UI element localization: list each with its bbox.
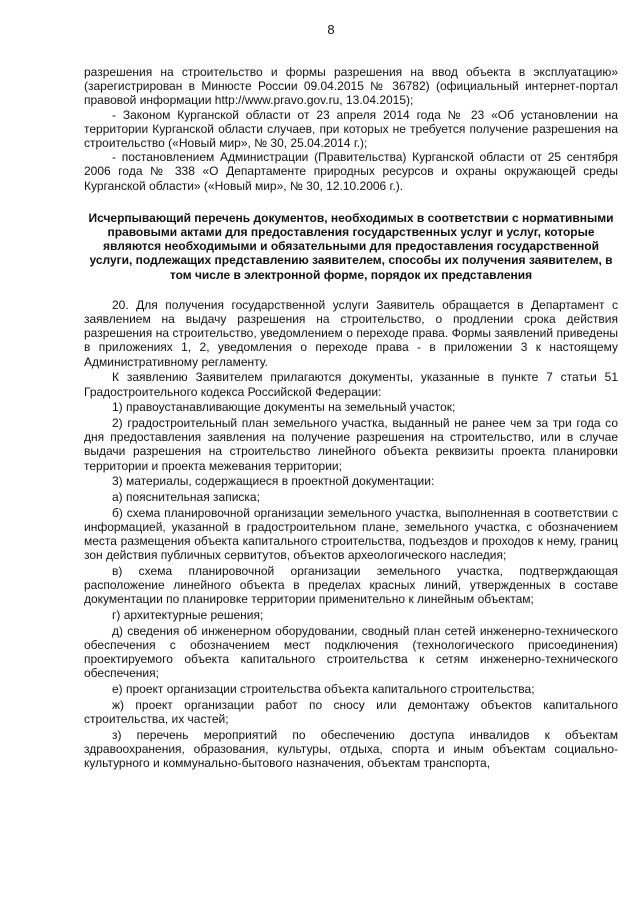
intro-section — [84, 65, 618, 193]
page-number: 8 — [327, 22, 335, 37]
body-paragraph: 2) градостроительный план земельного участка, выданный не ранее чем за три года со дня предоставления заявления на получение разрешения на строительство, или в случае выдачи разрешения на строительство линейного объекта реквизиты проекта планировки территории и проекта межевания территории; — [84, 415, 618, 473]
intro-paragraph: - Законом Курганской области от 23 апреля 2014 года № 23 «Об установлении на территории Курганской области случаев, при которых не требуется получение разрешения на строительство («Новый мир», № 30, 25.04.2014 г.); — [84, 107, 618, 151]
body-paragraph: а) пояснительная записка; — [112, 489, 260, 504]
body-section — [84, 298, 618, 771]
body-paragraph: в) схема планировочной организации земельного участка, подтверждающая расположение линейного объекта в пределах красных линий, утвержденных в составе документации по планировке территории применительно к линейным объектам; — [84, 564, 618, 607]
body-paragraph: 1) правоустанавливающие документы на земельный участок; — [112, 400, 456, 415]
body-paragraph: б) схема планировочной организации земельного участка, выполненная в соответствии с информацией, указанной в градостроительном плане, земельного участка, с обозначением места размещения объекта капитального строительства, подъездов и проходов к нему, границ зон действия публичных сервитутов, объектов археологического наследия; — [84, 505, 618, 563]
body-paragraph: д) сведения об инженерном оборудовании, сводный план сетей инженерно-технического обеспечения с обозначением мест подключения (технологического присоединения) проектируемого объекта капитального строительства к сетям инженерно-технического обеспечения; — [84, 623, 618, 681]
body-paragraph: 3) материалы, содержащиеся в проектной документации: — [112, 474, 435, 489]
section-heading-text: Исчерпывающий перечень документов, необходимых в соответствии с нормативными правовыми актами для предоставления государственных услуг и услуг, которые являются необходимыми и обязательными для предоставления государственной услуги, подлежащих представлению заявителем, способы их получения заявителем, в том числе в электронной форме, порядок их представления — [88, 210, 614, 282]
body-paragraph: 20. Для получения государственной услуги Заявитель обращается в Департамент с заявлением на выдачу разрешения на строительство, о продлении срока действия разрешения на строительство, уведомлением о переходе права. Формы заявлений приведены в приложениях 1, 2, уведомления о переходе права - в приложении 3 к настоящему Административному регламенту. — [84, 297, 618, 369]
intro-paragraph: - постановлением Администрации (Правительства) Курганской области от 25 сентября 2006 года № 338 «О Департаменте природных ресурсов и охраны окружающей среды Курганской области» («Новый мир», № 30, 12.10.2006 г.). — [84, 150, 618, 193]
body-paragraph: ж) проект организации работ по сносу или демонтажу объектов капитального строительства, их частей; — [84, 697, 618, 727]
section-heading — [84, 211, 618, 282]
intro-paragraph: разрешения на строительство и формы разрешения на ввод объекта в эксплуатацию» (зарегистрирован в Минюсте России 09.04.2015 № 36782) (официальный интернет-портал правовой информации http://www.pravo.gov.ru, 13.04.2015); — [84, 65, 618, 108]
body-paragraph: е) проект организации строительства объекта капитального строительства; — [112, 682, 535, 697]
body-paragraph: г) архитектурные решения; — [112, 608, 264, 623]
body-paragraph: К заявлению Заявителем прилагаются документы, указанные в пункте 7 статьи 51 Градостроительного кодекса Российской Федерации: — [84, 370, 618, 399]
body-paragraph: з) перечень мероприятий по обеспечению доступа инвалидов к объектам здравоохранения, образования, культуры, отдыха, спорта и иным объектам социально-культурного и коммунально-бытового назначения, объектам транспорта, — [84, 727, 618, 771]
